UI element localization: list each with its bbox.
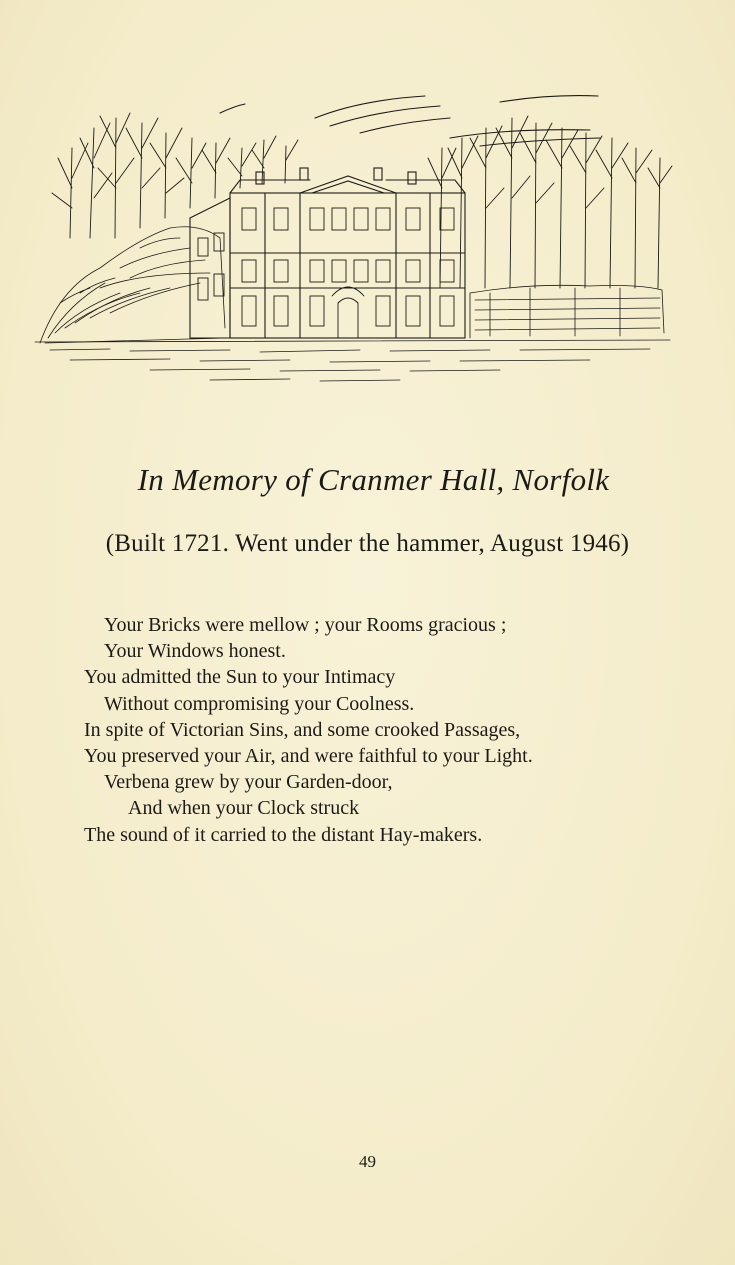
ground [35, 340, 670, 381]
poem-line: Verbena grew by your Garden-door, [104, 771, 393, 794]
poem-line: You preserved your Air, and were faithful to your Light. [84, 745, 533, 768]
page-number: 49 [359, 1152, 376, 1171]
house-illustration [30, 88, 680, 388]
poem-line: Without compromising your Coolness. [104, 692, 415, 715]
poem-line: In spite of Victorian Sins, and some crooked Passages, [84, 718, 521, 741]
poem-line: You admitted the Sun to your Intimacy [84, 666, 396, 689]
poem-line: Your Windows honest. [104, 640, 286, 663]
poem-line: Your Bricks were mellow ; your Rooms gracious ; [104, 614, 507, 636]
poem-subtitle: (Built 1721. Went under the hammer, August 1946) [105, 530, 630, 557]
poem-line: And when your Clock struck [128, 797, 360, 820]
left-shrubbery [40, 227, 225, 343]
poem-line: The sound of it carried to the distant Hay-makers. [84, 823, 483, 846]
house [190, 168, 465, 338]
poem-title: In Memory of Cranmer Hall, Norfolk [137, 462, 610, 497]
left-trees [52, 113, 298, 238]
poem-body [84, 612, 684, 848]
right-hedge [470, 285, 664, 338]
